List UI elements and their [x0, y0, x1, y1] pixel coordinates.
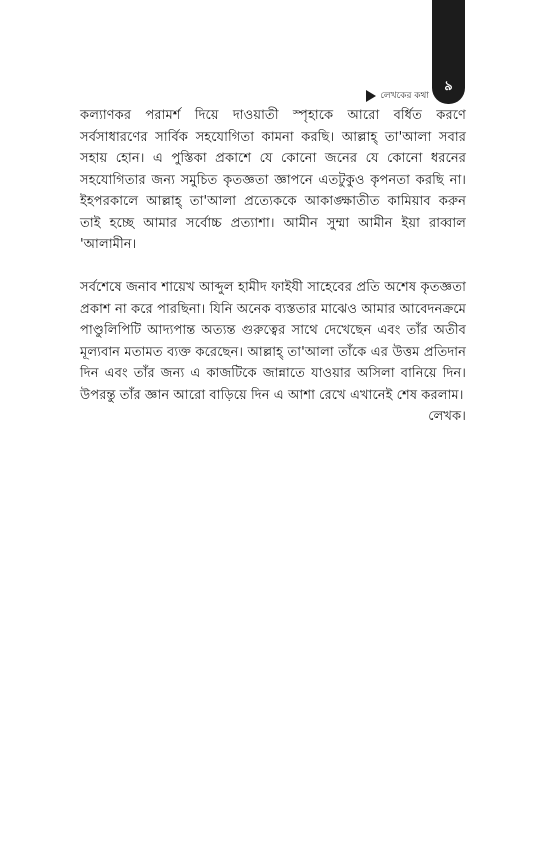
- page-number: ৯: [444, 79, 453, 94]
- body-text: [80, 105, 466, 428]
- triangle-icon: [366, 90, 376, 102]
- running-title: লেখকের কথা: [380, 91, 429, 101]
- paragraph-1: কল্যাণকর পরামর্শ দিয়ে দাওয়াতী স্পৃহাকে আরো বর্ধিত করণে সর্বসাধারণের সার্বিক সহযোগিতা কামনা করছি। আল্লাহ্ তা'আলা সবার সহায় হোন। এ পুস্তিকা প্রকাশে যে কোনো জনের যে কোনো ধরনের সহযোগিতার জন্য সমুচিত কৃতজ্ঞতা জ্ঞাপনে এতটুকুও কৃপনতা করছি না। ইহপরকালে আল্লাহ্ তা'আলা প্রত্যেককে আকাঙ্ক্ষাতীত কামিয়াব করুন তাই হচ্ছে আমার সর্বোচ্চ প্রত্যাশা। আমীন সুম্মা আমীন ইয়া রাব্বাল 'আলামীন।: [80, 108, 466, 252]
- page-tab: [432, 0, 465, 104]
- signature: লেখক।: [428, 409, 466, 424]
- running-head: [366, 88, 429, 103]
- paragraph-2: সর্বশেষে জনাব শায়েখ আব্দুল হামীদ ফাইযী সাহেবের প্রতি অশেষ কৃতজ্ঞতা প্রকাশ না করে পারছিনা। যিনি অনেক ব্যস্ততার মাঝেও আমার আবেদনক্রমে পাণ্ডুলিপিটি আদ্যপান্ত অত্যন্ত গুরুত্বের সাথে দেখেছেন এবং তাঁর অতীব মূল্যবান মতামত ব্যক্ত করেছেন। আল্লাহ্ তা'আলা তাঁকে এর উত্তম প্রতিদান দিন এবং তাঁর জন্য এ কাজটিকে জান্নাতে যাওয়ার অসিলা বানিয়ে দিন। উপরন্তু তাঁর জ্ঞান আরো বাড়িয়ে দিন এ আশা রেখে এখানেই শেষ করলাম।: [80, 280, 466, 403]
